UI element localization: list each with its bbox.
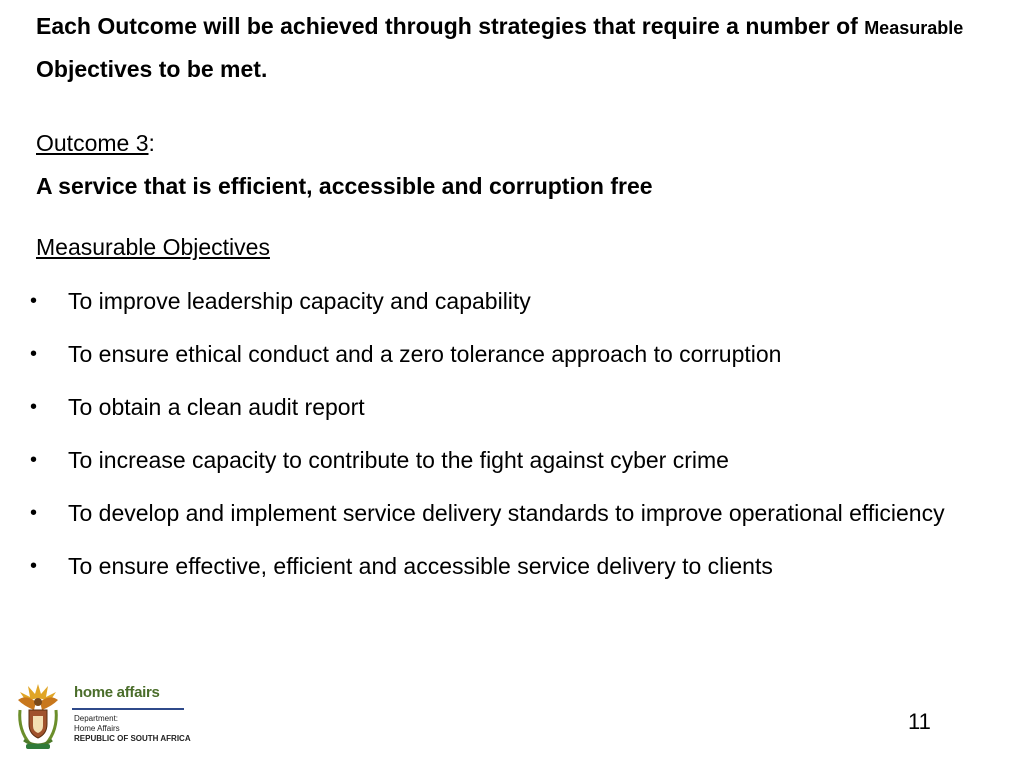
intro-small-word: Measurable bbox=[864, 18, 964, 38]
objective-item bbox=[0, 337, 1000, 371]
country-name: REPUBLIC OF SOUTH AFRICA bbox=[74, 734, 191, 743]
objective-text: To obtain a clean audit report bbox=[68, 394, 365, 420]
bullet-icon: • bbox=[30, 449, 38, 471]
objectives-list bbox=[0, 284, 1000, 602]
intro-statement bbox=[36, 6, 976, 90]
intro-text-part2: Objectives to be met. bbox=[36, 56, 268, 82]
intro-text-part1: Each Outcome will be achieved through strategies that require a number of bbox=[36, 13, 865, 39]
objective-text: To develop and implement service delivery standards to improve operational efficiency bbox=[68, 500, 945, 526]
objectives-heading: Measurable Objectives bbox=[36, 234, 270, 260]
objective-text: To increase capacity to contribute to the fight against cyber crime bbox=[68, 447, 729, 473]
coat-of-arms-icon bbox=[12, 680, 64, 752]
objective-text: To ensure effective, efficient and accessible service delivery to clients bbox=[68, 553, 773, 579]
outcome-title: A service that is efficient, accessible and corruption free bbox=[36, 173, 653, 199]
objective-item bbox=[0, 390, 1000, 424]
objective-item bbox=[0, 284, 1000, 318]
outcome-label-text: Outcome 3 bbox=[36, 130, 149, 156]
department-label: Department: bbox=[74, 714, 119, 723]
objective-text: To ensure ethical conduct and a zero tolerance approach to corruption bbox=[68, 341, 782, 367]
bullet-icon: • bbox=[30, 290, 38, 312]
objective-item bbox=[0, 549, 1000, 583]
bullet-icon: • bbox=[30, 343, 38, 365]
department-name: Home Affairs bbox=[74, 724, 120, 733]
brand-name: home affairs bbox=[74, 684, 160, 701]
brand-divider bbox=[72, 708, 184, 710]
objective-item bbox=[0, 443, 1000, 477]
home-affairs-logo bbox=[12, 680, 192, 752]
bullet-icon: • bbox=[30, 396, 38, 418]
objective-item bbox=[0, 496, 1000, 530]
page-number: 11 bbox=[908, 709, 931, 734]
objective-text: To improve leadership capacity and capability bbox=[68, 288, 531, 314]
outcome-label bbox=[36, 128, 155, 158]
bullet-icon: • bbox=[30, 555, 38, 577]
outcome-label-colon: : bbox=[148, 130, 155, 156]
bullet-icon: • bbox=[30, 502, 38, 524]
